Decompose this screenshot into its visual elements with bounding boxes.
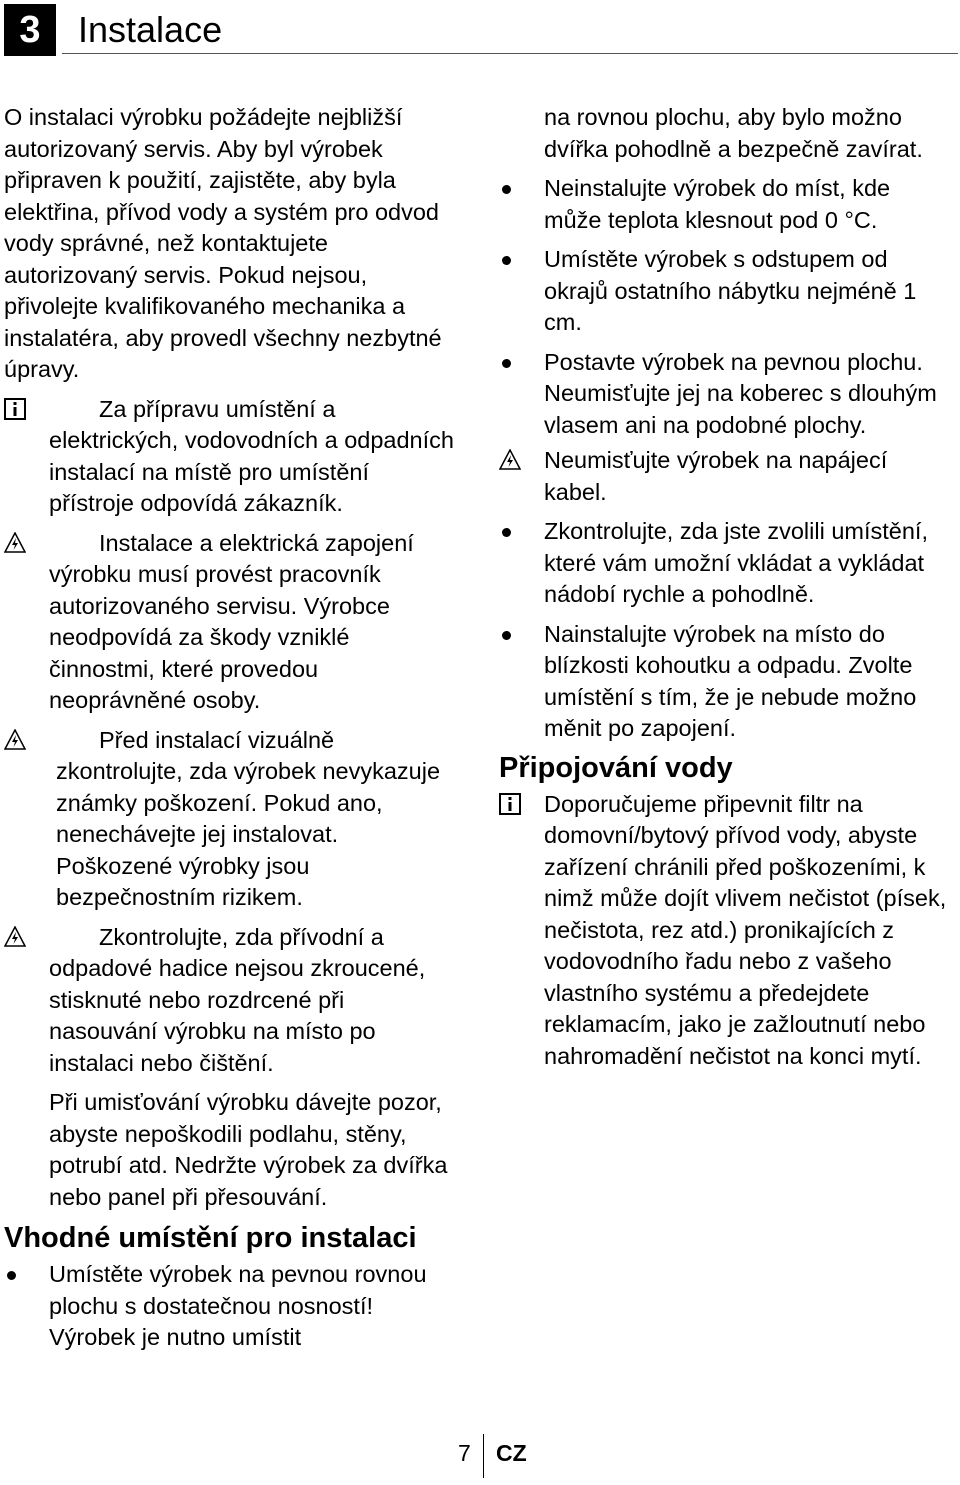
- bullet-item-3: [499, 244, 951, 339]
- bullet-dot: [502, 185, 511, 194]
- intro-paragraph: O instalaci výrobku požádejte nejbližší autorizovaný servis. Aby byl výrobek připraven k použití, zajistěte, aby byla elektřina, přívod vody a systém pro odvod vody správné, než kontaktujete autorizovaný servis. Pokud nejsou, přivolejte kvalifikovaného mechanika a instalatéra, aby provedl všechny nezbytné úpravy.: [4, 104, 442, 382]
- page-footer: [0, 1430, 960, 1482]
- info-icon: [4, 398, 26, 420]
- info-icon: [499, 793, 521, 815]
- section-title-water: Připojování vody: [499, 751, 733, 784]
- footer-divider: [483, 1434, 484, 1478]
- header-divider: [62, 53, 958, 54]
- bullet-item-2: [499, 173, 951, 236]
- bullet-item-2-text: Neinstalujte výrobek do míst, kde může teplota klesnout pod 0 °C.: [544, 175, 891, 233]
- warning-lightning-icon: [4, 729, 26, 751]
- chapter-title: Instalace: [78, 9, 223, 50]
- warning-note-3: [4, 922, 456, 1080]
- bullet-item-5: [499, 516, 951, 611]
- bullet-dot: [502, 256, 511, 265]
- warning-note-2-text: Před instalací vizuálně zkontrolujte, zda výrobek nevykazuje známky poškození. Pokud ano, nenechávejte jej instalovat. Poškozené výrobky jsou bezpečnostním rizikem.: [56, 726, 441, 910]
- warning-note-3-text: Zkontrolujte, zda přívodní a odpadové hadice nejsou zkroucené, stisknuté nebo rozdrcené při nasouvání výrobku na místo po instalaci nebo čištění.: [49, 923, 426, 1076]
- warning-lightning-icon: [4, 532, 26, 554]
- right-column: [499, 102, 951, 1072]
- language-code: CZ: [496, 1440, 527, 1466]
- info-note-1: [4, 394, 456, 520]
- bullet-dot: [7, 1271, 16, 1280]
- warning-note-2: [4, 725, 456, 914]
- chapter-header: [0, 0, 960, 60]
- bullet-item-1-continued: na rovnou plochu, aby bylo možno dvířka pohodlně a bezpečně zavírat.: [544, 104, 923, 162]
- bullet-dot: [502, 528, 511, 537]
- bullet-item-6: [499, 619, 951, 745]
- left-column: [4, 102, 456, 1362]
- bullet-dot: [502, 359, 511, 368]
- bullet-item-6-text: Nainstalujte výrobek na místo do blízkosti kohoutku a odpadu. Zvolte umístění s tím, že je nebude možno měnit po zapojení.: [544, 620, 917, 741]
- warning-note-4-text: Neumisťujte výrobek na napájecí kabel.: [544, 447, 888, 505]
- info-note-2-text: Doporučujeme připevnit filtr na domovní/bytový přívod vody, abyste zařízení chránili před poškozeními, k nimž může dojít vlivem nečistot (písek, nečistota, rez atd.) pronikajících z vodovodního řadu nebo z vašeho vlastního systému a předejdete reklamacím, jako je zažloutnutí nebo nahromadění nečistot na konci mytí.: [544, 790, 947, 1069]
- bullet-dot: [502, 631, 511, 640]
- bullet-item-4-text: Postavte výrobek na pevnou plochu. Neumisťujte jej na koberec s dlouhým vlasem ani na podobné plochy.: [544, 348, 937, 438]
- bullet-item-4: [499, 347, 951, 442]
- warning-lightning-icon: [499, 449, 521, 471]
- bullet-item-1: [4, 1259, 456, 1354]
- warning-note-4: [499, 445, 951, 508]
- bullet-item-1-text: Umístěte výrobek na pevnou rovnou plochu s dostatečnou nosností! Výrobek je nutno umístit: [49, 1261, 427, 1350]
- info-note-1-text: Za přípravu umístění a elektrických, vodovodních a odpadních instalací na místě pro umístění přístroje odpovídá zákazník.: [49, 395, 454, 516]
- chapter-number: 3: [4, 4, 56, 56]
- warning-note-1-text: Instalace a elektrická zapojení výrobku musí provést pracovník autorizovaného servisu. Výrobce neodpovídá za škody vzniklé činnostmi, které provedou neoprávněné osoby.: [49, 529, 414, 713]
- bullet-item-3-text: Umístěte výrobek s odstupem od okrajů ostatního nábytku nejméně 1 cm.: [544, 246, 917, 335]
- page-number: 7: [458, 1440, 471, 1466]
- warning-note-1: [4, 528, 456, 717]
- warning-note-3-extra: Při umisťování výrobku dávejte pozor, abyste nepoškodili podlahu, stěny, potrubí atd. Nedržte výrobek za dvířka nebo panel při přesouvání.: [49, 1089, 448, 1210]
- bullet-item-5-text: Zkontrolujte, zda jste zvolili umístění, které vám umožní vkládat a vykládat nádobí rychle a pohodlně.: [544, 518, 928, 607]
- info-note-2: [499, 789, 951, 1073]
- section-title-placement: Vhodné umístění pro instalaci: [4, 1222, 417, 1254]
- warning-lightning-icon: [4, 926, 26, 948]
